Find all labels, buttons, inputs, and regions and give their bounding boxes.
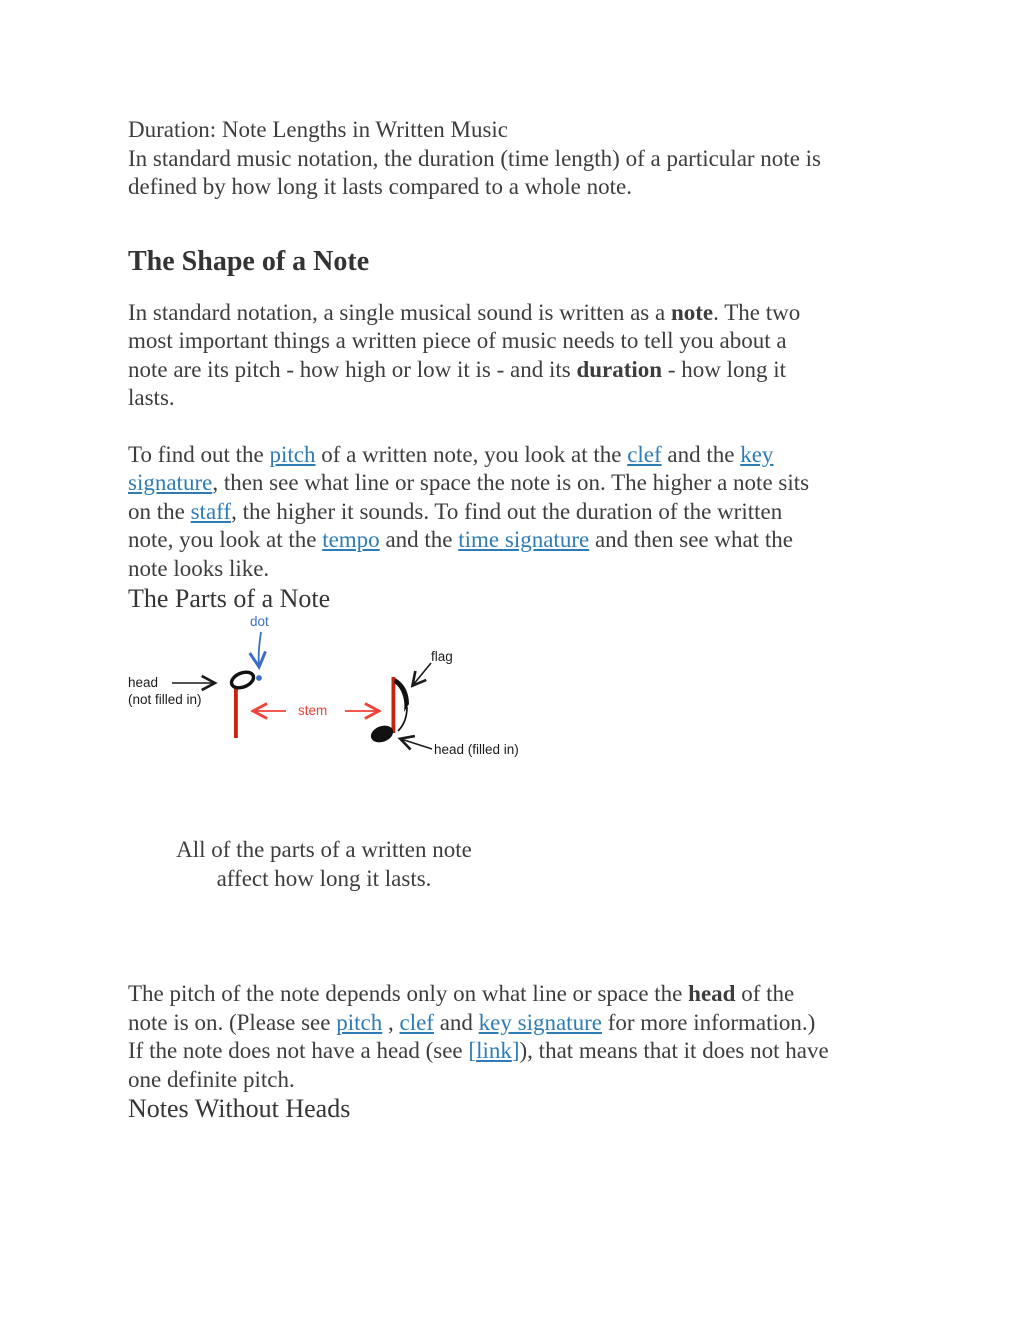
text-line (128, 173, 1020, 202)
text: affect how long it lasts. (216, 865, 432, 891)
subheading-parts-of-a-note: The Parts of a Note (128, 584, 331, 613)
text-line (128, 526, 1020, 555)
section-heading-shape-of-a-note: The Shape of a Note (128, 245, 370, 277)
open-notehead (229, 669, 256, 691)
subheading-notes-without-heads: Notes Without Heads (128, 1094, 351, 1123)
figure-caption (128, 836, 520, 893)
stem-line-left (234, 685, 238, 738)
text: . The two (713, 299, 801, 325)
note-parts-diagram (128, 614, 688, 764)
flag-arrow (413, 663, 431, 685)
hyperlink[interactable]: pitch (269, 441, 316, 467)
text: and (433, 1009, 479, 1035)
filled-notehead (369, 723, 396, 746)
diagram-label-head-filled-in: head (filled in) (434, 742, 519, 757)
text-line (128, 356, 1020, 385)
hyperlink[interactable]: clef (399, 1009, 434, 1035)
hyperlink[interactable]: ] (511, 1038, 520, 1063)
bold-text: duration (576, 356, 663, 382)
hyperlink[interactable]: pitch (336, 1009, 383, 1035)
text-line (128, 498, 1020, 527)
hyperlink[interactable]: signature (128, 470, 213, 495)
text: note looks like. (128, 555, 270, 581)
text: note are its pitch - how high or low it is - and its (128, 356, 577, 382)
dot-marker (256, 675, 262, 681)
hyperlink[interactable]: tempo (322, 527, 380, 552)
text-line (128, 145, 1020, 174)
hyperlink[interactable]: [ (468, 1038, 477, 1063)
hyperlink[interactable]: time signature (458, 527, 590, 552)
intro-paragraph (128, 116, 1020, 202)
text: of the (735, 981, 795, 1006)
text: and then see what the (589, 527, 793, 552)
hyperlink[interactable]: clef (627, 441, 662, 467)
head-filled-arrow (401, 739, 432, 749)
text: The pitch of the note depends only on what line or space the (128, 981, 689, 1006)
text: most important things a written piece of music needs to tell you about a (128, 328, 787, 353)
text-line (128, 980, 1020, 1009)
text: on the (128, 498, 191, 524)
text-line (128, 1009, 1020, 1038)
text-line (128, 116, 1020, 145)
text: of a written note, you look at the (315, 441, 628, 467)
text: All of the parts of a written note (176, 837, 472, 862)
text: - how long it (662, 356, 787, 382)
text: lasts. (128, 385, 175, 410)
text: , (382, 1009, 400, 1035)
text-line (128, 469, 1020, 498)
text-line (128, 865, 520, 894)
text: To find out the (128, 441, 270, 467)
diagram-label-not-filled-in: (not filled in) (128, 692, 202, 707)
text-line (128, 299, 1020, 328)
text: If the note does not have a head (see (128, 1038, 469, 1063)
hyperlink[interactable]: key signature (478, 1009, 602, 1035)
text-line (128, 327, 1020, 356)
text: In standard music notation, the duration (time length) of a particular note is (128, 145, 821, 171)
text: and the (379, 527, 459, 552)
paragraph-note-definition (128, 299, 1020, 413)
text: one definite pitch. (128, 1066, 295, 1092)
text: note, you look at the (128, 527, 323, 552)
bold-text: note (670, 299, 714, 325)
dot-arrow (259, 632, 261, 666)
text-line (128, 836, 520, 865)
hyperlink[interactable]: staff (190, 498, 232, 524)
stem-line-right (392, 677, 396, 733)
text-line (128, 441, 1020, 470)
diagram-label-head: head (128, 675, 159, 690)
diagram-label-stem: stem (298, 703, 328, 718)
flag-tail (398, 707, 407, 731)
paragraph-pitch-of-head (128, 980, 1020, 1094)
text: and the (661, 441, 741, 467)
flag-curve (394, 678, 409, 712)
note-diagram-graphics (128, 614, 688, 764)
text: Duration: Note Lengths in Written Music (128, 117, 509, 142)
text-line (128, 1066, 1020, 1095)
bold-text: head (688, 981, 736, 1006)
text: , then see what line or space the note is on. The higher a note sits (212, 470, 810, 495)
diagram-label-dot: dot (250, 614, 269, 629)
hyperlink[interactable]: link (476, 1038, 512, 1063)
text: for more information.) (601, 1009, 816, 1035)
text-line (128, 384, 1020, 413)
text: ), that means that it does not have (519, 1038, 829, 1063)
text: defined by how long it lasts compared to a whole note. (128, 174, 632, 199)
hyperlink[interactable]: key (740, 441, 774, 467)
text: In standard notation, a single musical sound is written as a (128, 299, 671, 325)
text-line (128, 1037, 1020, 1066)
text-line (128, 555, 1020, 584)
paragraph-pitch-and-duration (128, 441, 1020, 584)
text: , the higher it sounds. To find out the duration of the written (231, 498, 783, 524)
text: note is on. (Please see (128, 1009, 337, 1035)
diagram-label-flag: flag (431, 649, 453, 664)
